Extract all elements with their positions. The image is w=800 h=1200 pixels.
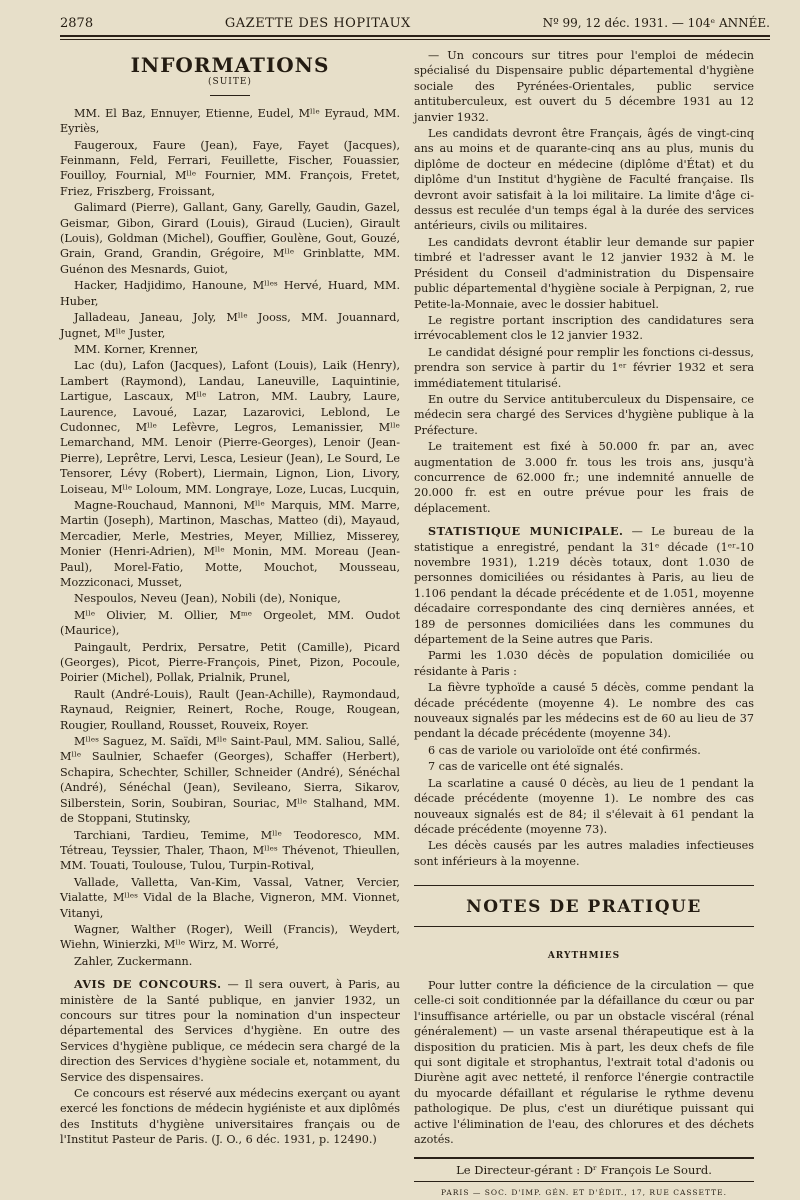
footer-rule <box>414 1157 754 1159</box>
printer-line: PARIS — SOC. D'IMP. GÉN. ET D'ÉDIT., 17, RUE CASSETTE. <box>414 1181 754 1200</box>
names-paragraph: Mˡˡᵉˢ Saguez, M. Saïdi, Mˡˡᵉ Saint-Paul, MM. Saliou, Sallé, Mˡˡᵉ Saulnier, Schaefer (Georges), Schaffer (Herbert), Schapira, Schechter, Schiller, Schneider (André), Sénéchal (André), Sénéchal (Jean), Sevileano, Sierra, Sikarov, Silberstein, Sorin, Soubiran, Souriac, Mˡˡᵉ Stalhand, MM. de Stoppani, Stutinsky, <box>60 735 400 826</box>
director-line: Le Directeur-gérant : Dʳ François Le Sourd. <box>456 1163 712 1178</box>
notes-title: NOTES DE PRATIQUE <box>466 897 702 918</box>
concours-paragraph: Les candidats devront établir leur demande sur papier timbré et l'adresser avant le 12 janvier 1932 à M. le Président du Conseil d'administration du Dispensaire public départemental d'hygiène sociale à Perpignan, 2, rue Petite-la-Monnaie, avec le dossier habituel. <box>414 235 754 311</box>
stat-text: — Le bureau de la statistique a enregistré, pendant la 31ᵉ décade (1ᵉʳ-10 novembre 1931), 1.219 décès totaux, dont 1.030 de personnes domiciliées ou résidantes à Paris, au lieu de 1.106 pendant la décade précédente et de 1.051, moyenne décadaire correspondante des cinq dernières années, et 189 de personnes domiciliées dans les communes du département de la Seine autres que Paris. <box>414 525 754 647</box>
concours-section <box>414 48 754 516</box>
stat-paragraph: La scarlatine a causé 0 décès, au lieu de 1 pendant la décade précédente (moyenne 1). Le nombre des cas nouveaux signalés est de 84; il s'élevait à 61 pendant la décade précédente (moyenne 73). <box>414 776 754 836</box>
names-paragraph: Faugeroux, Faure (Jean), Faye, Fayet (Jacques), Feinmann, Feld, Ferrari, Feuillette, Fischer, Fouassier, Fouilloy, Fournial, Mˡˡᵉ Fournier, MM. François, Fretet, Friez, Friszberg, Froissant, <box>60 138 400 198</box>
names-paragraph: MM. Korner, Krenner, <box>74 342 199 356</box>
names-paragraph: Magne-Rouchaud, Mannoni, Mˡˡᵉ Marquis, MM. Marre, Martin (Joseph), Martinon, Maschas, Matteo (di), Mayaud, Mercadier, Merle, Mestries, Meyer, Milliez, Misserey, Monier (Henri-Adrien), Mˡˡᵉ Monin, MM. Moreau (Jean-Paul), Morel-Fatio, Motte, Mouchot, Mousseau, Mozziconaci, Musset, <box>60 498 400 589</box>
names-list <box>60 106 400 969</box>
concours-paragraph: Le candidat désigné pour remplir les fonctions ci-dessus, prendra son service à partir du 1ᵉʳ février 1932 et sera immédiatement titularisé. <box>414 345 754 390</box>
concours-paragraph: — Un concours sur titres pour l'emploi de médecin spécialisé du Dispensaire public départemental d'hygiène sociale des Pyrénées-Orientales, public service antituberculeux, est ouvert du 5 décembre 1931 au 12 janvier 1932. <box>414 49 754 124</box>
stat-label: STATISTIQUE MUNICIPALE. <box>428 524 624 539</box>
notes-text: Pour lutter contre la déficience de la circulation — que celle-ci soit conditionnée par la défaillance du cœur ou par l'insuffisance artérielle, ou par un obstacle viscéral (rénal généralement) — un vaste arsenal thérapeutique est à la disposition du praticien. Mis à part, les deux chefs de file qui sont digitale et strophantus, l'extrait total d'adonis ou Diurène agit avec netteté, il renforce l'énergie contractile du myocarde défaillant et régularise le rythme devenu pathologique. De plus, c'est un diurétique puissant qui active l'élimination de l'eau, des chlorures et des déchets azotés. <box>414 978 754 1146</box>
concours-paragraph: Le registre portant inscription des candidatures sera irrévocablement clos le 12 janvier 1932. <box>414 313 754 343</box>
stat-paragraph: Parmi les 1.030 décès de population domiciliée ou résidante à Paris : <box>414 649 754 678</box>
header-divider <box>60 39 770 40</box>
names-paragraph: Rault (André-Louis), Rault (Jean-Achille), Raymondaud, Raynaud, Reignier, Reinert, Roche, Rouge, Rougean, Rougier, Roulland, Rousset, Rouveix, Royer. <box>60 687 400 732</box>
page-number: 2878 <box>60 16 94 31</box>
avis-text: — Il sera ouvert, à Paris, au ministère de la Santé publique, en janvier 1932, un concours sur titres pour la nomination d'un inspecteur départemental des Services d'hygiène. En outre des Services d'hygiène publique, ce médecin sera chargé de la direction des Services d'hygiène sociale et, notamment, du Service des dispensaires. <box>60 978 401 1084</box>
stat-paragraph: 6 cas de variole ou varioloïde ont été confirmés. <box>428 743 701 757</box>
stat-section <box>414 648 754 869</box>
avis-label: AVIS DE CONCOURS. <box>74 977 222 992</box>
left-column <box>60 48 400 1200</box>
informations-subtitle: (SUITE) <box>208 77 252 88</box>
names-paragraph: Tarchiani, Tardieu, Temime, Mˡˡᵉ Teodoresco, MM. Tétreau, Teyssier, Thaler, Thaon, Mˡˡᵉˢ Thévenot, Thieullen, MM. Touati, Toulouse, Tulou, Turpin-Rotival, <box>60 828 400 873</box>
notes-section <box>414 885 754 926</box>
names-paragraph: Nespoulos, Neveu (Jean), Nobili (de), Nonique, <box>74 592 341 606</box>
avis-paragraph <box>60 977 400 1085</box>
concours-paragraph: Les candidats devront être Français, âgés de vingt-cinq ans au moins et de quarante-cinq ans au plus, munis du diplôme de docteur en médecine (diplôme d'État) et du diplôme d'un Institut d'hygiène de Faculté française. Ils devront avoir satisfait à la loi militaire. La limite d'âge ci-dessus est reculée d'un temps égal à la durée des services antérieurs, civils ou militaires. <box>414 127 754 233</box>
names-paragraph: Zahler, Zuckermann. <box>74 954 193 968</box>
avis-paragraph-2: Ce concours est réservé aux médecins exerçant ou ayant exercé les fonctions de médecin hygiéniste et aux diplômés des Instituts d'hygiène universitaires français ou de l'Institut Pasteur de Paris. (J. O., 6 déc. 1931, p. 12490.) <box>60 1087 400 1147</box>
journal-title: GAZETTE DES HOPITAUX <box>224 16 411 31</box>
right-column <box>414 48 754 1200</box>
columns <box>60 48 770 1200</box>
names-paragraph: Paingault, Perdrix, Persatre, Petit (Camille), Picard (Georges), Picot, Pierre-François, Pinet, Pizon, Pocoule, Poirier (Michel), Pollak, Prialnik, Prunel, <box>60 640 400 685</box>
names-paragraph: Vallade, Valletta, Van-Kim, Vassal, Vatner, Vercier, Vialatte, Mˡˡᵉˢ Vidal de la Blache, Vigneron, MM. Vionnet, Vitanyi, <box>60 875 400 920</box>
names-paragraph: MM. El Baz, Ennuyer, Etienne, Eudel, Mˡˡᵉ Eyraud, MM. Eyriès, <box>60 106 400 136</box>
concours-paragraph: Le traitement est fixé à 50.000 fr. par an, avec augmentation de 3.000 fr. tous les trois ans, jusqu'à concurrence de 62.000 fr.; une indemnité annuelle de 20.000 fr. est en outre prévue pour les frais de déplacement. <box>414 440 754 515</box>
informations-title: INFORMATIONS <box>130 53 330 77</box>
issue-info: Nº 99, 12 déc. 1931. — 104ᵉ ANNÉE. <box>542 16 770 30</box>
notes-subtitle: ARYTHMIES <box>547 950 621 961</box>
stat-paragraph <box>414 524 754 647</box>
names-paragraph: Lac (du), Lafon (Jacques), Lafont (Louis), Laik (Henry), Lambert (Raymond), Landau, Laneuville, Laquintinie, Lartigue, Lascaux, Mˡˡᵉ Latron, MM. Laubry, Laure, Laurence, Lavoué, Lazar, Lazarovici, Leblond, Le Cudonnec, Mˡˡᵉ Lefèvre, Legros, Lemanissier, Mˡˡᵉ Lemarchand, MM. Lenoir (Pierre-Georges), Lenoir (Jean-Pierre), Leprêtre, Lervi, Lesca, Lesieur (Jean), Le Sourd, Le Tensorer, Lévy (Robert), Liermain, Lignon, Lion, Livory, Loiseau, Mˡˡᵉ Loloum, MM. Longraye, Loze, Lucas, Lucquin, <box>60 359 400 496</box>
names-paragraph: Galimard (Pierre), Gallant, Gany, Garelly, Gaudin, Gazel, Geismar, Gibon, Girard (Louis), Giraud (Lucien), Girault (Louis), Goldman (Michel), Gouffier, Goulène, Gout, Gouzé, Grain, Grand, Grandin, Grégoire, Mˡˡᵉ Grinblatte, MM. Guénon des Mesnards, Guiot, <box>60 201 400 276</box>
stat-paragraph: Les décès causés par les autres maladies infectieuses sont inférieurs à la moyenne. <box>414 839 754 868</box>
names-paragraph: Jalladeau, Janeau, Joly, Mˡˡᵉ Jooss, MM. Jouannard, Jugnet, Mˡˡᵉ Juster, <box>60 311 400 340</box>
stat-paragraph: La fièvre typhoïde a causé 5 décès, comme pendant la décade précédente (moyenne 4). Le nombre des cas nouveaux signalés par les médecins est de 60 au lieu de 37 pendant la décade précédente (moyenne 34). <box>414 681 754 741</box>
names-paragraph: Mˡˡᵉ Olivier, M. Ollier, Mᵐᵉ Orgeolet, MM. Oudot (Maurice), <box>60 608 400 638</box>
concours-paragraph: En outre du Service antituberculeux du Dispensaire, ce médecin sera chargé des Services d'hygiène publique à la Préfecture. <box>414 392 754 437</box>
names-paragraph: Wagner, Walther (Roger), Weill (Francis), Weydert, Wiehn, Winierzki, Mˡˡᵉ Wirz, M. Worré, <box>60 922 400 952</box>
page-header <box>60 16 770 37</box>
stat-paragraph: 7 cas de varicelle ont été signalés. <box>428 760 624 774</box>
names-paragraph: Hacker, Hadjidimo, Hanoune, Mˡˡᵉˢ Hervé, Huard, MM. Huber, <box>60 279 400 308</box>
title-rule <box>210 95 250 96</box>
